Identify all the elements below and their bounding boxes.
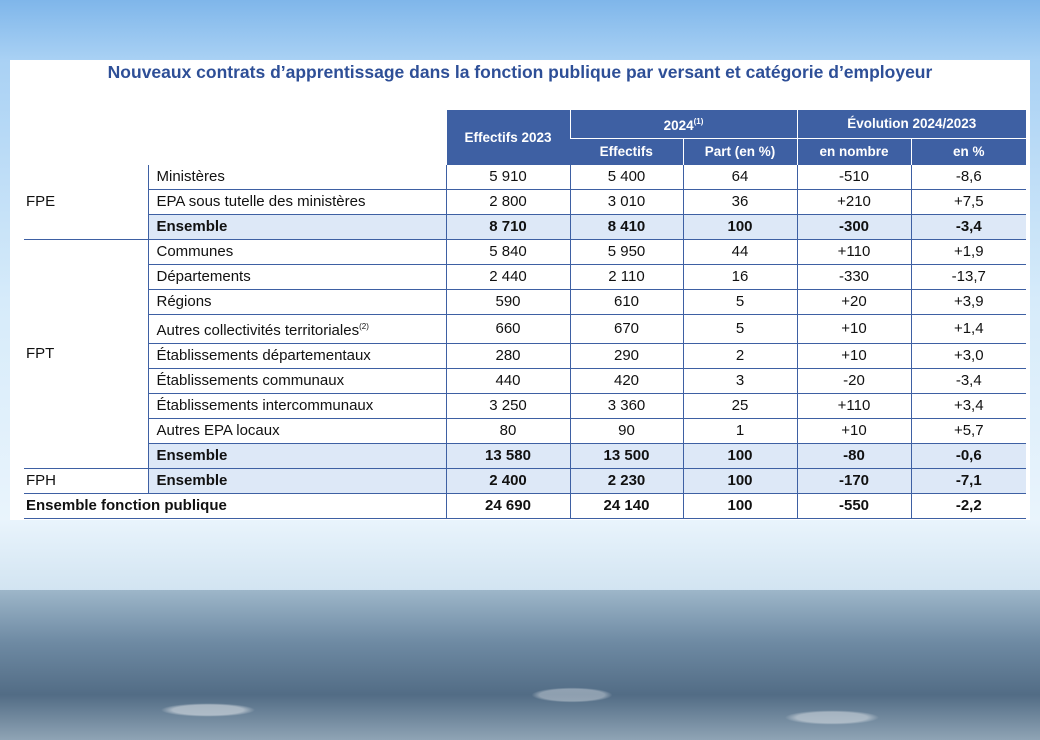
cell-evo-nombre: -550	[797, 494, 911, 519]
cell-evo-nombre: +110	[797, 394, 911, 419]
cell-effectifs-2023: 2 800	[446, 190, 570, 215]
header-en-nombre: en nombre	[797, 139, 911, 166]
cell-evo-nombre: -510	[797, 165, 911, 190]
cell-evo-nombre: -80	[797, 444, 911, 469]
cell-effectifs-2024: 610	[570, 290, 683, 315]
cell-effectifs-2023: 80	[446, 419, 570, 444]
cell-effectifs-2023: 660	[446, 315, 570, 344]
cell-evo-pct: +7,5	[911, 190, 1026, 215]
cell-evo-pct: -2,2	[911, 494, 1026, 519]
row-label: Autres EPA locaux	[148, 419, 446, 444]
header-corner	[24, 110, 446, 165]
cell-effectifs-2023: 3 250	[446, 394, 570, 419]
row-label: Établissements intercommunaux	[148, 394, 446, 419]
cell-evo-pct: -8,6	[911, 165, 1026, 190]
header-evolution: Évolution 2024/2023	[797, 110, 1026, 139]
data-table	[24, 110, 1026, 519]
cell-evo-nombre: +110	[797, 240, 911, 265]
table-row-ensemble	[24, 444, 1026, 469]
cell-effectifs-2023: 280	[446, 344, 570, 369]
cell-effectifs-2023: 5 840	[446, 240, 570, 265]
cell-effectifs-2023: 2 440	[446, 265, 570, 290]
cell-part: 44	[683, 240, 797, 265]
cell-evo-pct: +1,9	[911, 240, 1026, 265]
table-row	[24, 394, 1026, 419]
cell-part: 100	[683, 494, 797, 519]
cell-effectifs-2024: 420	[570, 369, 683, 394]
cell-effectifs-2023: 8 710	[446, 215, 570, 240]
row-label: Établissements départementaux	[148, 344, 446, 369]
chart-title: Nouveaux contrats d’apprentissage dans la fonction publique par versant et catégorie d’employeur	[107, 62, 933, 82]
cell-effectifs-2023: 2 400	[446, 469, 570, 494]
cell-evo-pct: -3,4	[911, 369, 1026, 394]
cell-evo-nombre: -20	[797, 369, 911, 394]
table-row-ensemble	[24, 215, 1026, 240]
cell-part: 25	[683, 394, 797, 419]
row-label: Départements	[148, 265, 446, 290]
cell-effectifs-2024: 8 410	[570, 215, 683, 240]
cell-effectifs-2024: 5 950	[570, 240, 683, 265]
cell-part: 2	[683, 344, 797, 369]
cell-evo-nombre: +20	[797, 290, 911, 315]
row-label-with-note	[148, 315, 446, 344]
table-row-total	[24, 494, 1026, 519]
cell-effectifs-2024: 3 010	[570, 190, 683, 215]
cell-effectifs-2024: 2 230	[570, 469, 683, 494]
row-label: Régions	[148, 290, 446, 315]
cell-effectifs-2024: 2 110	[570, 265, 683, 290]
cell-evo-pct: +3,4	[911, 394, 1026, 419]
cell-evo-pct: -0,6	[911, 444, 1026, 469]
header-en-pct: en %	[911, 139, 1026, 166]
table-row	[24, 265, 1026, 290]
cell-evo-nombre: -300	[797, 215, 911, 240]
group-label-fph: FPH	[24, 469, 148, 494]
row-label: Autres collectivités territoriales	[156, 322, 360, 339]
table-row	[24, 190, 1026, 215]
row-label: Ministères	[148, 165, 446, 190]
cell-part: 64	[683, 165, 797, 190]
cell-effectifs-2023: 5 910	[446, 165, 570, 190]
table-row	[24, 369, 1026, 394]
cell-evo-pct: -13,7	[911, 265, 1026, 290]
cell-part: 16	[683, 265, 797, 290]
cell-effectifs-2024: 24 140	[570, 494, 683, 519]
cell-effectifs-2024: 5 400	[570, 165, 683, 190]
table-panel	[10, 60, 1030, 520]
cell-evo-pct: +3,0	[911, 344, 1026, 369]
cell-part: 100	[683, 444, 797, 469]
table-row	[24, 165, 1026, 190]
cell-evo-pct: -7,1	[911, 469, 1026, 494]
cell-part: 100	[683, 469, 797, 494]
cell-part: 5	[683, 315, 797, 344]
row-label-total: Ensemble fonction publique	[24, 494, 446, 519]
cell-effectifs-2023: 13 580	[446, 444, 570, 469]
row-label: EPA sous tutelle des ministères	[148, 190, 446, 215]
cell-effectifs-2024: 90	[570, 419, 683, 444]
cell-effectifs-2024: 670	[570, 315, 683, 344]
group-label-fpe: FPE	[24, 165, 148, 240]
cell-effectifs-2024: 13 500	[570, 444, 683, 469]
header-2024-label: 2024	[663, 118, 694, 133]
table-row	[24, 344, 1026, 369]
header-2024	[570, 110, 797, 139]
cell-effectifs-2024: 290	[570, 344, 683, 369]
cell-part: 5	[683, 290, 797, 315]
cell-evo-pct: -3,4	[911, 215, 1026, 240]
cell-part: 1	[683, 419, 797, 444]
cell-evo-pct: +1,4	[911, 315, 1026, 344]
cell-effectifs-2023: 440	[446, 369, 570, 394]
table-row	[24, 315, 1026, 344]
cell-effectifs-2023: 24 690	[446, 494, 570, 519]
cell-part: 3	[683, 369, 797, 394]
row-label: Communes	[148, 240, 446, 265]
background-landscape	[0, 590, 1040, 740]
header-effectifs-2024: Effectifs	[570, 139, 683, 166]
cell-evo-pct: +3,9	[911, 290, 1026, 315]
cell-evo-pct: +5,7	[911, 419, 1026, 444]
row-label: Établissements communaux	[148, 369, 446, 394]
row-label: Ensemble	[148, 444, 446, 469]
cell-evo-nombre: +10	[797, 315, 911, 344]
row-label: Ensemble	[148, 469, 446, 494]
cell-evo-nombre: -330	[797, 265, 911, 290]
row-label: Ensemble	[148, 215, 446, 240]
cell-evo-nombre: +10	[797, 419, 911, 444]
cell-effectifs-2024: 3 360	[570, 394, 683, 419]
cell-evo-nombre: +210	[797, 190, 911, 215]
row-footnote-marker: (2)	[359, 322, 369, 331]
table-row	[24, 290, 1026, 315]
header-effectifs-2023: Effectifs 2023	[446, 110, 570, 165]
group-label-fpt: FPT	[24, 240, 148, 469]
header-part: Part (en %)	[683, 139, 797, 166]
table-row	[24, 240, 1026, 265]
cell-part: 100	[683, 215, 797, 240]
table-row	[24, 419, 1026, 444]
header-2024-note: (1)	[693, 117, 704, 126]
cell-effectifs-2023: 590	[446, 290, 570, 315]
cell-evo-nombre: -170	[797, 469, 911, 494]
cell-part: 36	[683, 190, 797, 215]
cell-evo-nombre: +10	[797, 344, 911, 369]
table-row-ensemble	[24, 469, 1026, 494]
